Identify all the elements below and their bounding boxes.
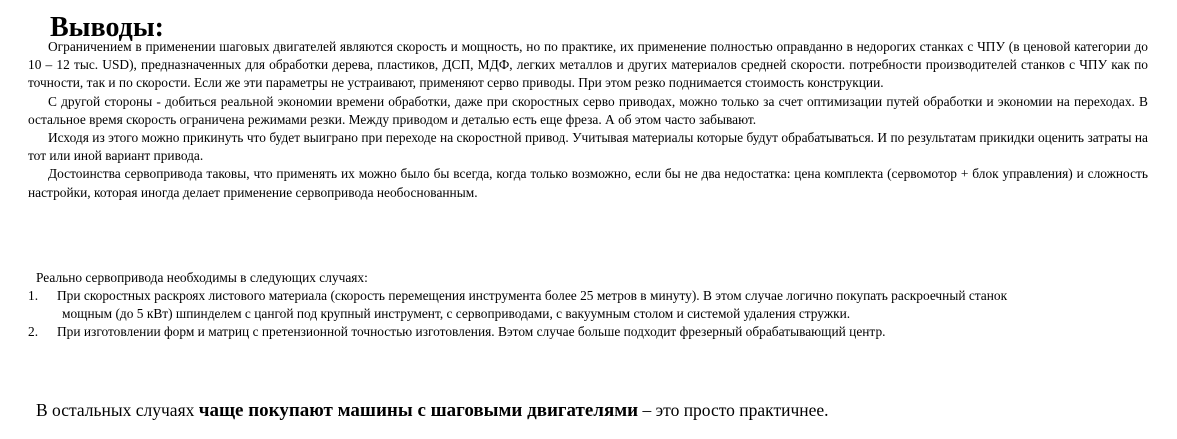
paragraph-limitations: Ограничением в применении шаговых двигателей являются скорость и мощность, но по практике, их применение полностью оправданно в недорогих станках с ЧПУ (в ценовой категории до 10 – 12 тыс. USD), предназначенных для обработки дерева, пластиков, ДСП, МДФ, легких металлов и других материалов средней скорости. потребности производителей станков с ЧПУ как по точности, так и по скорости. Если же эти параметры не устраивают, применяют серво приводы. При этом резко поднимается стоимость конструкции. bbox=[28, 39, 1148, 91]
list-item bbox=[28, 323, 1138, 341]
list-item-text: При изготовлении форм и матриц с претензионной точностью изготовления. Вэтом случае больше подходит фрезерный обрабатывающий центр. bbox=[57, 324, 886, 339]
list-item-number: 1. bbox=[28, 288, 39, 303]
final-conclusion bbox=[36, 398, 829, 423]
servo-cases-list bbox=[28, 287, 1138, 341]
list-intro: Реально сервопривода необходимы в следующих случаях: bbox=[36, 270, 368, 285]
page-heading: Выводы: bbox=[50, 12, 165, 43]
paragraph-time-savings: С другой стороны - добиться реальной экономии времени обработки, даже при скоростных серво приводах, можно только за счет оптимизации путей обработки и экономии на переходах. В остальное время скорость ограничена режимами резки. Между приводом и деталью есть еще фреза. А об этом часто забывают. bbox=[28, 93, 1148, 127]
list-item-text-continued: мощным (до 5 кВт) шпинделем с цангой под крупный инструмент, с сервоприводами, с вакуумным столом и системой удаления стружки. bbox=[62, 306, 851, 321]
conclusion-emphasis: чаще покупают машины с шаговыми двигателями bbox=[198, 400, 639, 421]
list-item-number: 2. bbox=[28, 324, 39, 339]
conclusions-text bbox=[28, 38, 1148, 202]
conclusion-lead: В остальных случаях bbox=[36, 400, 199, 420]
list-item bbox=[28, 287, 1138, 323]
conclusion-tail: – это просто практичнее. bbox=[638, 400, 829, 420]
paragraph-estimation: Исходя из этого можно прикинуть что будет выиграно при переходе на скоростной привод. Учитывая материалы которые будут обрабатываться. И по результатам прикидки оценить затраты на тот или иной вариант привода. bbox=[28, 130, 1148, 164]
paragraph-servo-advantages: Достоинства сервопривода таковы, что применять их можно было бы всегда, когда только возможно, если бы не два недостатка: цена комплекта (сервомотор + блок управления) и сложность настройки, которая иногда делает применение сервопривода необоснованным. bbox=[28, 166, 1148, 200]
list-item-text: При скоростных раскроях листового материала (скорость перемещения инструмента более 25 метров в минуту). В этом случае логично покупать раскроечный станок bbox=[57, 288, 1008, 303]
